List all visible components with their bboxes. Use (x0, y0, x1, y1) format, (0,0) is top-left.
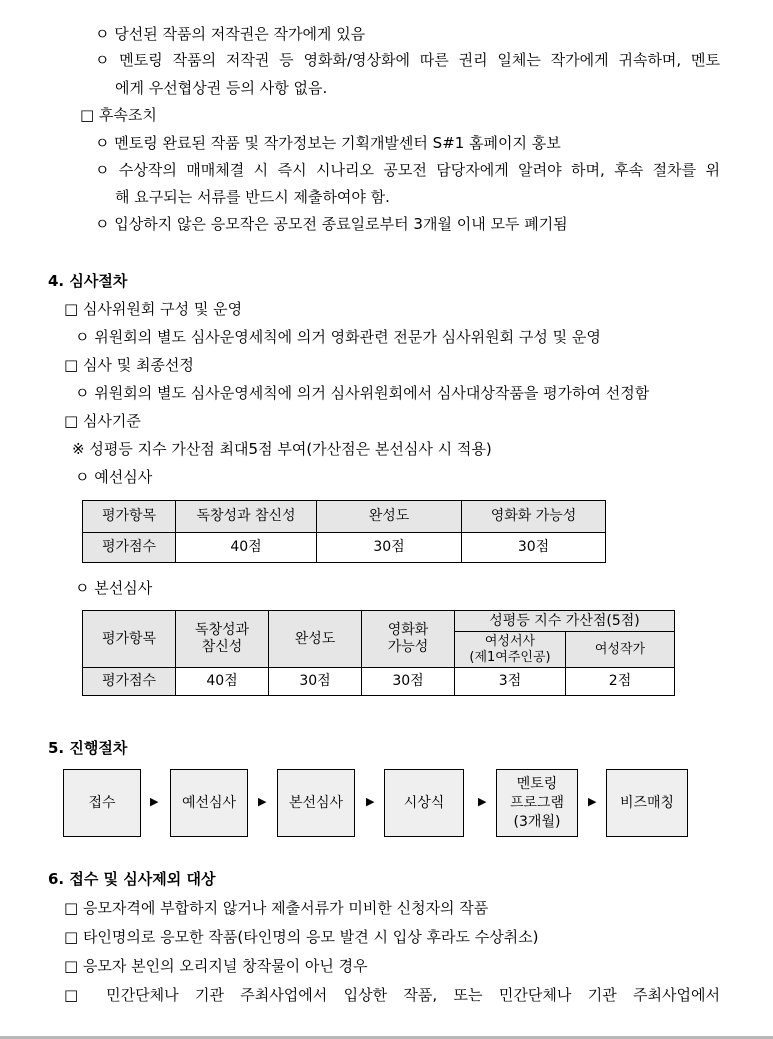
final-row-label: 평가점수 (83, 668, 176, 696)
selection-heading: □ 심사 및 최종선정 (64, 356, 194, 374)
prelim-label: ㅇ 예선심사 (75, 468, 153, 486)
exclusion-item: □ 응모자 본인의 오리지널 창작물이 아닌 경우 (64, 957, 368, 975)
prelim-header-filmability: 영화화 가능성 (462, 501, 606, 533)
final-header-filmability: 영화화 가능성 (362, 611, 455, 668)
prelim-header-item: 평가항목 (83, 501, 176, 533)
mentoring-rights-text-1: ㅇ 멘토링 작품의 저작권 등 영화화/영상화에 따른 권리 일체는 작가에게 귀속하며, 멘토 (95, 51, 720, 69)
exclusion-item: □ 타인명의로 응모한 작품(타인명의 응모 발견 시 입상 후라도 수상취소) (64, 928, 539, 946)
flow-step-ceremony: 시상식 (384, 769, 464, 837)
flow-arrow-icon: ▶ (150, 795, 159, 808)
final-score-female-writer: 2점 (566, 668, 675, 696)
prelim-table (82, 500, 606, 563)
final-score-filmability: 30점 (362, 668, 455, 696)
followup-text-3: ㅇ 입상하지 않은 응모작은 공모전 종료일로부터 3개월 이내 모두 폐기됨 (95, 215, 568, 233)
final-header-female-writer: 여성작가 (566, 632, 675, 668)
final-header-item: 평가항목 (83, 611, 176, 668)
flow-step-reception: 접수 (63, 769, 141, 837)
section5-title: 5. 진행절차 (48, 739, 128, 757)
final-header-gender-bonus: 성평등 지수 가산점(5점) (455, 611, 675, 632)
flow-step-final: 본선심사 (277, 769, 355, 837)
exclusion-item: □ 민간단체나 기관 주최사업에서 입상한 작품, 또는 민간단체나 기관 주최사업에서 (64, 986, 720, 1004)
flow-arrow-icon: ▶ (258, 795, 267, 808)
prelim-row-label: 평가점수 (83, 533, 176, 563)
final-table (82, 610, 675, 696)
criteria-heading: □ 심사기준 (64, 412, 141, 430)
followup-text-2a: ㅇ 수상작의 매매체결 시 즉시 시나리오 공모전 담당자에게 알려야 하며, 후속 절차를 위 (95, 161, 720, 179)
final-header-completeness: 완성도 (269, 611, 362, 668)
flow-arrow-icon: ▶ (366, 795, 375, 808)
followup-text-2b: 해 요구되는 서류를 반드시 제출하여야 함. (115, 188, 390, 206)
final-header-originality: 독창성과 참신성 (176, 611, 269, 668)
prelim-header-completeness: 완성도 (317, 501, 462, 533)
flow-step-biz-matching: 비즈매칭 (606, 769, 688, 837)
prelim-score-filmability: 30점 (462, 533, 606, 563)
committee-text: ㅇ 위원회의 별도 심사운영세칙에 의거 영화관련 전문가 심사위원회 구성 및 운영 (75, 328, 601, 346)
copyright-author-text: ㅇ 당선된 작품의 저작권은 작가에게 있음 (95, 25, 366, 43)
selection-text: ㅇ 위원회의 별도 심사운영세칙에 의거 심사위원회에서 심사대상작품을 평가하여 선정함 (75, 384, 650, 402)
section4-title: 4. 심사절차 (48, 272, 128, 290)
followup-heading: □ 후속조치 (80, 106, 157, 124)
flow-arrow-icon: ▶ (588, 795, 597, 808)
flow-step-mentoring: 멘토링 프로그램 (3개월) (496, 769, 578, 837)
final-score-originality: 40점 (176, 668, 269, 696)
final-header-female-narrative: 여성서사 (제1여주인공) (455, 632, 566, 668)
section6-title: 6. 접수 및 심사제외 대상 (48, 870, 216, 888)
prelim-score-originality: 40점 (176, 533, 317, 563)
gender-bonus-note: ※ 성평등 지수 가산점 최대5점 부여(가산점은 본선심사 시 적용) (72, 440, 492, 458)
mentoring-rights-text-2: 에게 우선협상권 등의 사항 없음. (115, 79, 328, 97)
prelim-score-completeness: 30점 (317, 533, 462, 563)
committee-heading: □ 심사위원회 구성 및 운영 (64, 300, 243, 318)
final-label: ㅇ 본선심사 (75, 579, 153, 597)
final-score-female-narrative: 3점 (455, 668, 566, 696)
flow-arrow-icon: ▶ (478, 795, 487, 808)
final-score-completeness: 30점 (269, 668, 362, 696)
flow-step-prelim: 예선심사 (170, 769, 248, 837)
followup-text-1: ㅇ 멘토링 완료된 작품 및 작가정보는 기획개발센터 S#1 홈페이지 홍보 (95, 134, 561, 152)
prelim-header-originality: 독창성과 참신성 (176, 501, 317, 533)
exclusion-item: □ 응모자격에 부합하지 않거나 제출서류가 미비한 신청자의 작품 (64, 899, 489, 917)
